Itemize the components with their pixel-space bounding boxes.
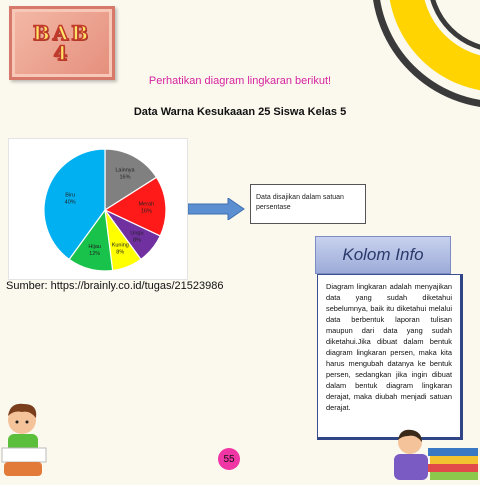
page-number-badge (218, 448, 240, 470)
pie-label-merah: Merah (138, 201, 155, 208)
info-text: Diagram lingkaran adalah menyajikan data yang sudah diketahui sebelumnya, baik itu diketahui melalui data berbentuk laporan tulisan maupun dari data yang sudah diketahui.Jika dibuat dalam bentuk diagram lingkaran persen, maka kita harus mengubah datanya ke bentuk persen, sedangkan jika ingin dibuat dalam bentuk diagram lingkaran derajat, maka diubah menjadi satuan derajat. (326, 282, 452, 412)
info-title: Kolom Info (342, 245, 424, 264)
page-number: 55 (223, 453, 235, 465)
chart-title: Data Warna Kesukaaan 25 Siswa Kelas 5 (133, 106, 347, 118)
child-reading-illustration (0, 400, 60, 485)
pie-chart (9, 139, 187, 279)
note-box (250, 184, 366, 224)
chapter-label: BAB (32, 21, 92, 45)
pie-label-lainnya: Lainnya (115, 167, 135, 174)
pie-chart-panel (8, 138, 188, 280)
pie-value-kuning: 8% (116, 249, 125, 256)
pie-label-hijau: Hijau (88, 244, 101, 251)
pie-value-merah: 16% (140, 208, 152, 215)
info-body (317, 274, 463, 440)
pie-value-hijau: 12% (89, 251, 101, 258)
info-panel (315, 236, 465, 442)
arrow-right-icon (188, 198, 246, 225)
pie-label-ungu: Ungu (130, 230, 144, 237)
info-header (315, 236, 451, 274)
pie-value-lainnya: 16% (119, 174, 131, 181)
pie-label-biru: Biru (65, 192, 76, 199)
pie-label-kuning: Kuning (111, 242, 129, 249)
source-citation: Sumber: https://brainly.co.id/tugas/21523986 (6, 280, 224, 292)
instruction-text: Perhatikan diagram lingkaran berikut! (148, 75, 332, 87)
pie-value-biru: 40% (64, 199, 76, 206)
note-text: Data disajikan dalam satuan persentase (256, 194, 344, 211)
chapter-badge (9, 6, 115, 80)
pie-value-ungu: 8% (132, 237, 141, 244)
child-books-illustration (388, 428, 480, 485)
chapter-number: 4 (53, 41, 71, 65)
